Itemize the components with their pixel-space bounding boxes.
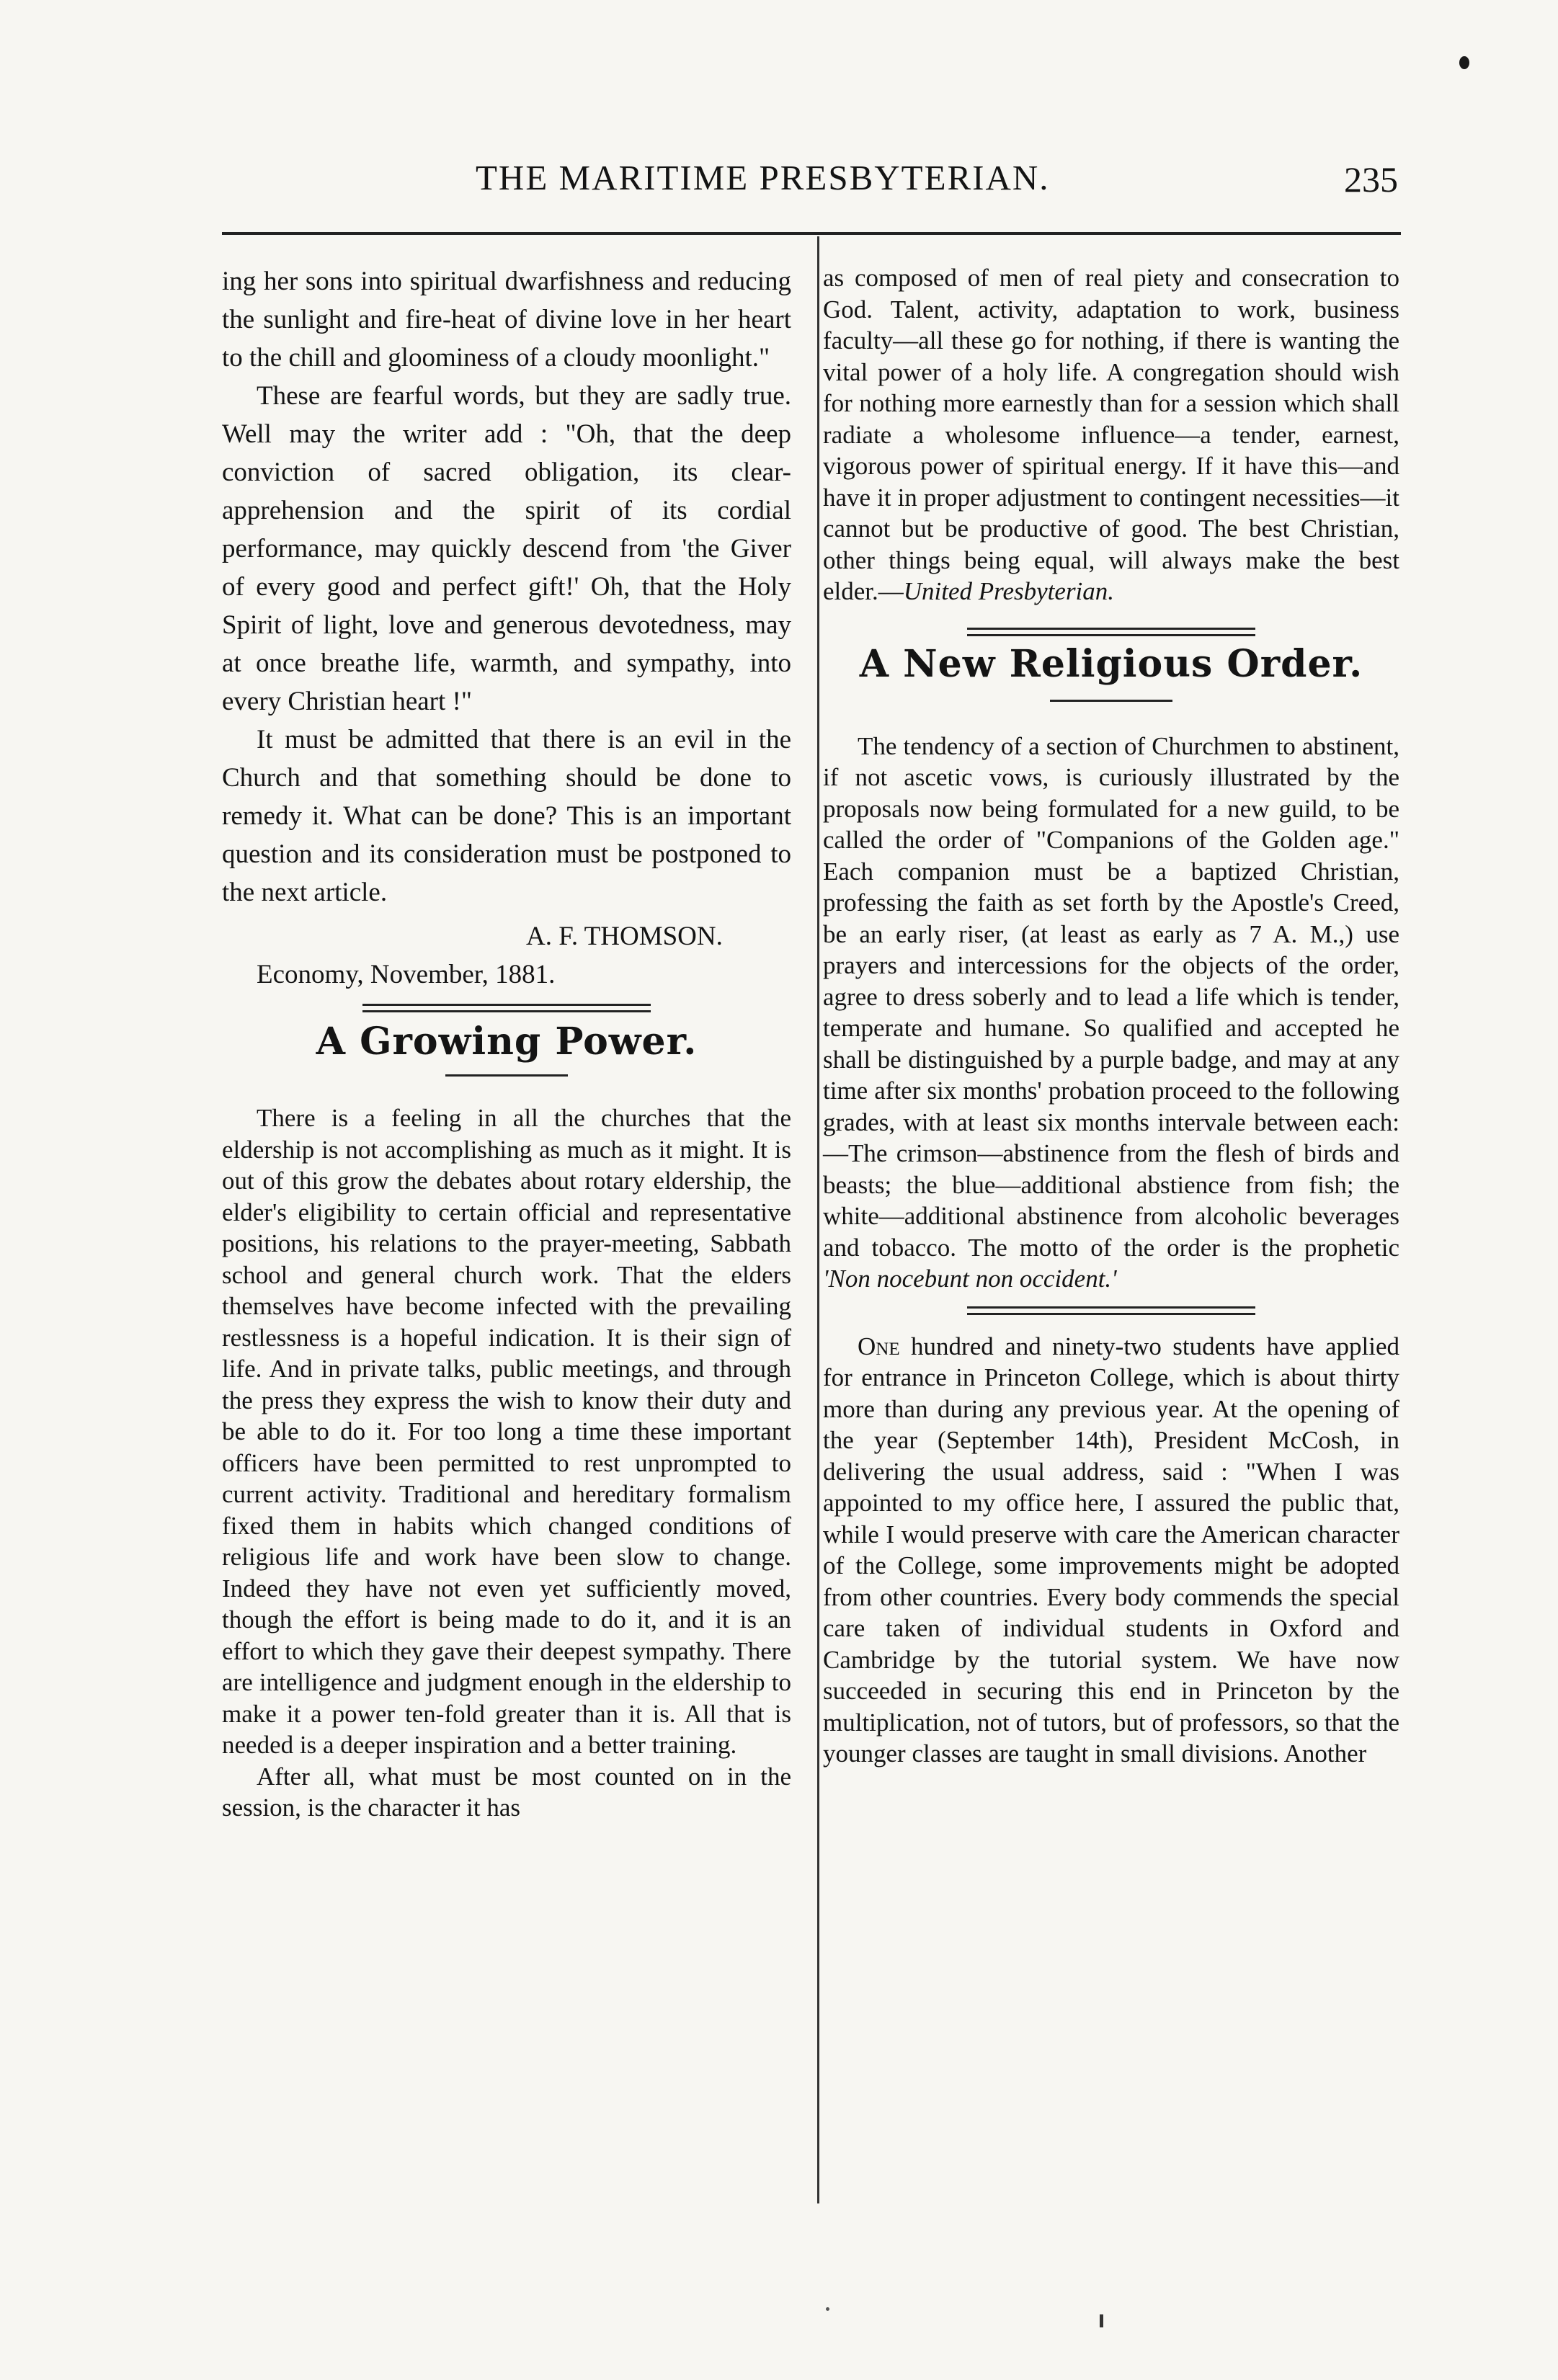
- ink-speck: [826, 2307, 829, 2311]
- author-signature: A. F. THOMSON.: [526, 922, 723, 951]
- page-number: 235: [1344, 159, 1398, 200]
- short-rule: [445, 1074, 568, 1077]
- section-rule: [967, 1306, 1255, 1315]
- source-credit: United Presbyterian.: [903, 577, 1115, 605]
- section-title: A Growing Power.: [316, 1020, 698, 1064]
- paragraph: ing her sons into spiritual dwarfishness and reducing the sunlight and fire-heat of divine love in her heart to the chill and gloominess of a cloudy moonlight.": [222, 267, 791, 373]
- short-rule: [1050, 700, 1172, 702]
- lead-word: One: [858, 1332, 900, 1360]
- paragraph: These are fearful words, but they are sadly true. Well may the writer add : "Oh, that the deep conviction of sacred obligation, its clear-apprehension and the spirit of its cordial performance, may quickly descend from 'the Giver of every good and perfect gift!' Oh, that the Holy Spirit of light, love and generous devotedness, may at once breathe life, warmth, and sympathy, into every Christian heart !": [222, 381, 791, 716]
- paragraph: The tendency of a section of Churchmen to abstinent, if not ascetic vows, is curiously illustrated by the proposals now being formulated for a new guild, to be called the order of "Companions of the Golden age." Each companion must be a baptized Christian, professing the faith as set forth by the Apostle's Creed, be an early riser, (at least as early as 7 A. M.,) use prayers and intercessions for the objects of the order, agree to dress soberly and to lead a life which is tender, temperate and humane. So qualified and accepted he shall be distinguished by a purple badge, and may at any time after six months' probation proceed to the following grades, with at least six months intervale between each:—The crimson—abstinence from the flesh of birds and beasts; the blue—additional abstience from fish; the white—additional abstinence from alcoholic beverages and tobacco. The motto of the order is the prophetic 'Non nocebunt non occident.': [823, 731, 1399, 1293]
- right-column: [823, 262, 1399, 1770]
- dateline: Economy, November, 1881.: [257, 960, 556, 989]
- paragraph: After all, what must be most counted on in the session, is the character it has: [222, 1762, 791, 1822]
- motto: 'Non nocebunt non occident.': [823, 1265, 1117, 1293]
- section-rule: [967, 628, 1255, 636]
- column-divider: [817, 236, 819, 2203]
- left-column: [222, 262, 791, 1824]
- running-head: THE MARITIME PRESBYTERIAN.: [476, 158, 1050, 197]
- header-rule: [222, 232, 1401, 235]
- paragraph: It must be admitted that there is an evil in the Church and that something should be done to remedy it. What can be done? This is an important question and its consideration must be postponed to the next article.: [222, 725, 791, 907]
- section-title: A New Religious Order.: [859, 641, 1363, 686]
- paragraph: One hundred and ninety-two students have applied for entrance in Princeton College, which is about thirty more than during any previous year. At the opening of the year (September 14th), President McCosh, in delivering the usual address, said : "When I was appointed to my office here, I assured the public that, while I would preserve with care the American character of the College, some improvements might be adopted from other countries. Every body commends the special care taken of individual students in Oxford and Cambridge by the tutorial system. We have now succeeded in securing this end in Princeton by the multiplication, not of tutors, but of professors, so that the younger classes are taught in small divisions. Another: [823, 1332, 1399, 1768]
- paragraph: as composed of men of real piety and consecration to God. Talent, activity, adaptation to work, business faculty—all these go for nothing, if there is wanting the vital power of a holy life. A congregation should wish for nothing more earnestly than for a session which shall radiate a wholesome influence—a tender, earnest, vigorous power of spiritual energy. If it have this—and have it in proper adjustment to contingent necessities—it cannot but be productive of good. The best Christian, other things being equal, will always make the best elder.—United Presbyterian.: [823, 264, 1399, 605]
- paragraph: There is a feeling in all the churches that the eldership is not accomplishing as much as it might. It is out of this grow the debates about rotary eldership, the elder's eligibility to certain official and representative positions, his relations to the prayer-meeting, Sabbath school and general church work. That the elders themselves have become infected with the prevailing restlessness is a hopeful indication. It is their sign of life. And in private talks, public meetings, and through the press they express the wish to know their duty and be able to do it. For too long a time these important officers have been permitted to rest unprompted to current activity. Traditional and hereditary formalism fixed them in habits which changed conditions of religious life and work have been slow to change. Indeed they have not even yet sufficiently moved, though the effort is being made to do it, and it is an effort to which they gave their deepest sympathy. There are intelligence and judgment enough in the eldership to make it a power ten-fold greater than it is. All that is needed is a deeper inspiration and a better training.: [222, 1104, 791, 1759]
- ink-dot: [1459, 56, 1469, 69]
- section-rule: [362, 1004, 651, 1012]
- ink-speck: [1100, 2314, 1103, 2327]
